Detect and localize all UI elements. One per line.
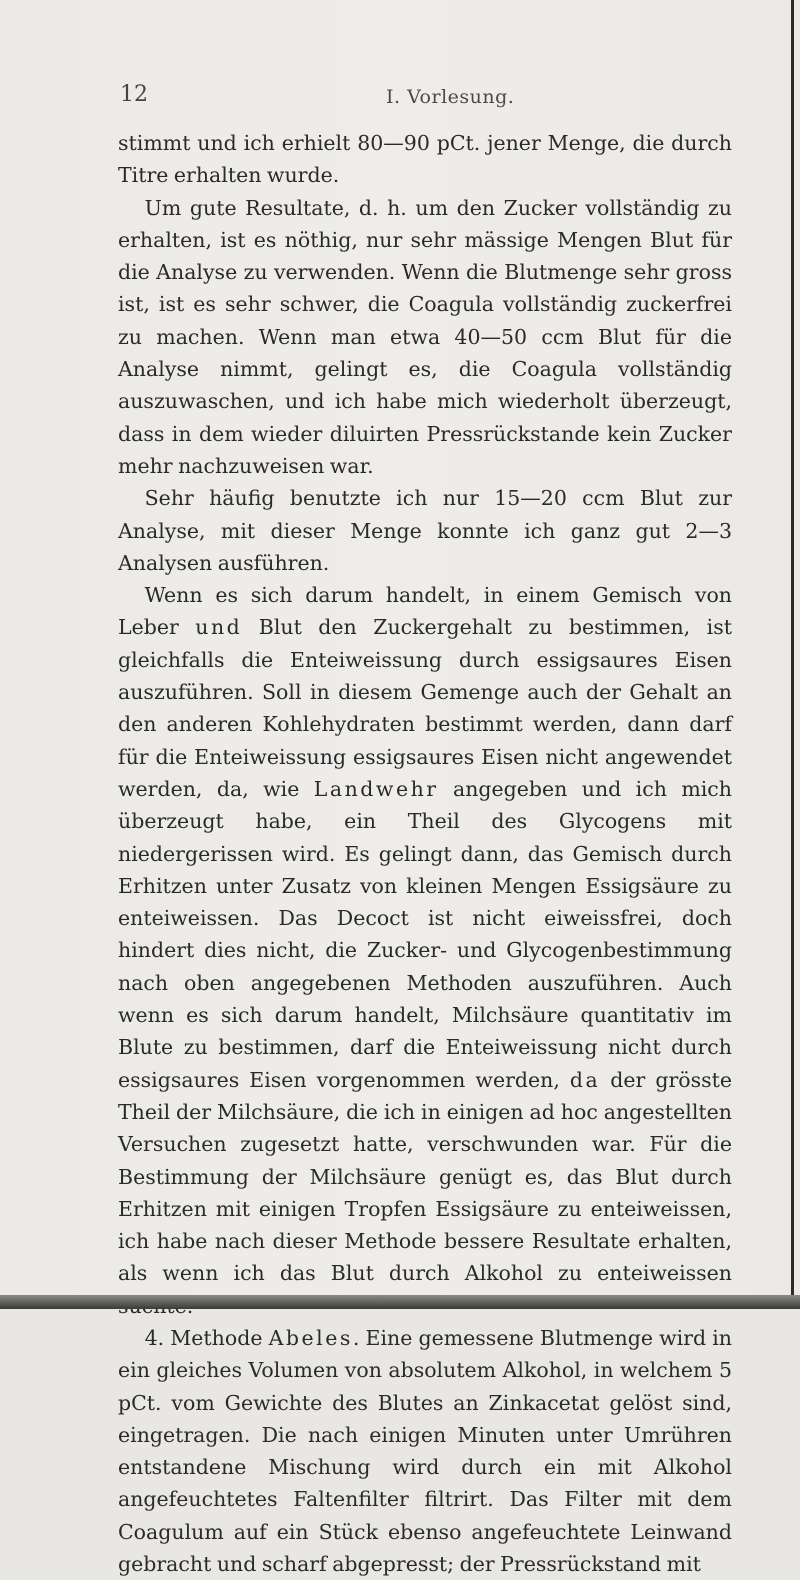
running-head: I. Vorlesung.	[386, 86, 515, 108]
page-bottom-edge	[0, 1295, 800, 1309]
spaced-word: da	[569, 1067, 601, 1092]
page-header	[120, 82, 760, 112]
spaced-author-name: Abeles	[268, 1325, 353, 1350]
paragraph-continuation: stimmt und ich erhielt 80—90 pCt. jener Menge, die durch Titre erhalten wurde.	[118, 131, 732, 188]
text-run: Wenn es sich darum handelt, in einem Gemisch von Leber	[118, 583, 732, 640]
text-run: 4. Methode	[144, 1325, 269, 1350]
spaced-word: und	[195, 615, 243, 640]
spaced-author-name: Landwehr	[313, 776, 439, 801]
text-run: angegeben und ich mich überzeugt habe, ein Theil des Glycogens mit niedergerissen wird. Es gelingt dann, das Gemisch durch Erhitzen unter Zusatz von kleinen Mengen Essigsäure zu enteiweissen. Das Decoct ist nicht eiweissfrei, doch hindert dies nicht, die Zucker- und Glycogenbestimmung nach oben angegebenen Methoden auszuführen. Auch wenn es sich darum handelt, Milchsäure quantitativ im Blute zu bestimmen, darf die Enteiweissung nicht durch essigsaures Eisen vorgenommen werden,	[118, 776, 732, 1092]
text-run: der grösste Theil der Milchsäure, die ich in einigen ad hoc angestellten Versuchen zugesetzt hatte, verschwunden war. Für die Bestimmung der Milchsäure genügt es, das Blut durch Erhitzen mit einigen Tropfen Essigsäure zu enteiweissen, ich habe nach dieser Methode bessere Resultate erhalten, als wenn ich das Blut durch Alkohol zu enteiweissen	[118, 1067, 732, 1286]
text-run: . Eine gemessene Blutmenge wird in ein gleiches Volumen von absolutem Alkohol, in welchem 5 pCt. vom Gewichte des Blutes an Zinkacetat gelöst sind, eingetragen. Die nach einigen Minuten unter Umrühren entstandene Mischung wird durch ein mit Alkohol angefeuchtetes Faltenfilter filtrirt. Das Filter mit dem Coagulum auf ein Stück ebenso angefeuchtete Leinwand gebracht und scharf abgepresst; der Pressrückstand mit	[118, 1325, 732, 1577]
page-edge-shadow	[791, 0, 794, 1309]
paragraph-liver-mixture	[118, 579, 732, 1322]
paragraph-good-results: Um gute Resultate, d. h. um den Zucker vollständig zu erhalten, ist es nöthig, nur sehr mässige Mengen Blut für die Analyse zu verwenden. Wenn die Blutmenge sehr gross ist, ist es sehr schwer, die Coagula vollständig zuckerfrei zu machen. Wenn man etwa 40—50 ccm Blut für die Analyse nimmt, gelingt es, die Coagula vollständig auszuwaschen, und ich habe mich wiederholt überzeugt, dass in dem wieder diluirten Pressrückstande kein Zucker mehr nachzuweisen war.	[118, 195, 732, 478]
body-text	[118, 127, 732, 1580]
page-number: 12	[120, 82, 148, 107]
paragraph-blood-amount: Sehr häufig benutzte ich nur 15—20 ccm Blut zur Analyse, mit dieser Menge konnte ich ganz gut 2—3 Analysen ausführen.	[118, 486, 732, 575]
text-run: Blut den Zuckergehalt zu bestimmen, ist gleichfalls die Enteiweissung durch essigsaures Eisen auszuführen. Soll in diesem Gemenge auch der Gehalt an den anderen Kohlehydraten bestimmt werden, dann darf für die Enteiweissung essigsaures Eisen nicht angewendet werden, da, wie	[118, 615, 732, 801]
paragraph-method-4	[118, 1322, 732, 1580]
